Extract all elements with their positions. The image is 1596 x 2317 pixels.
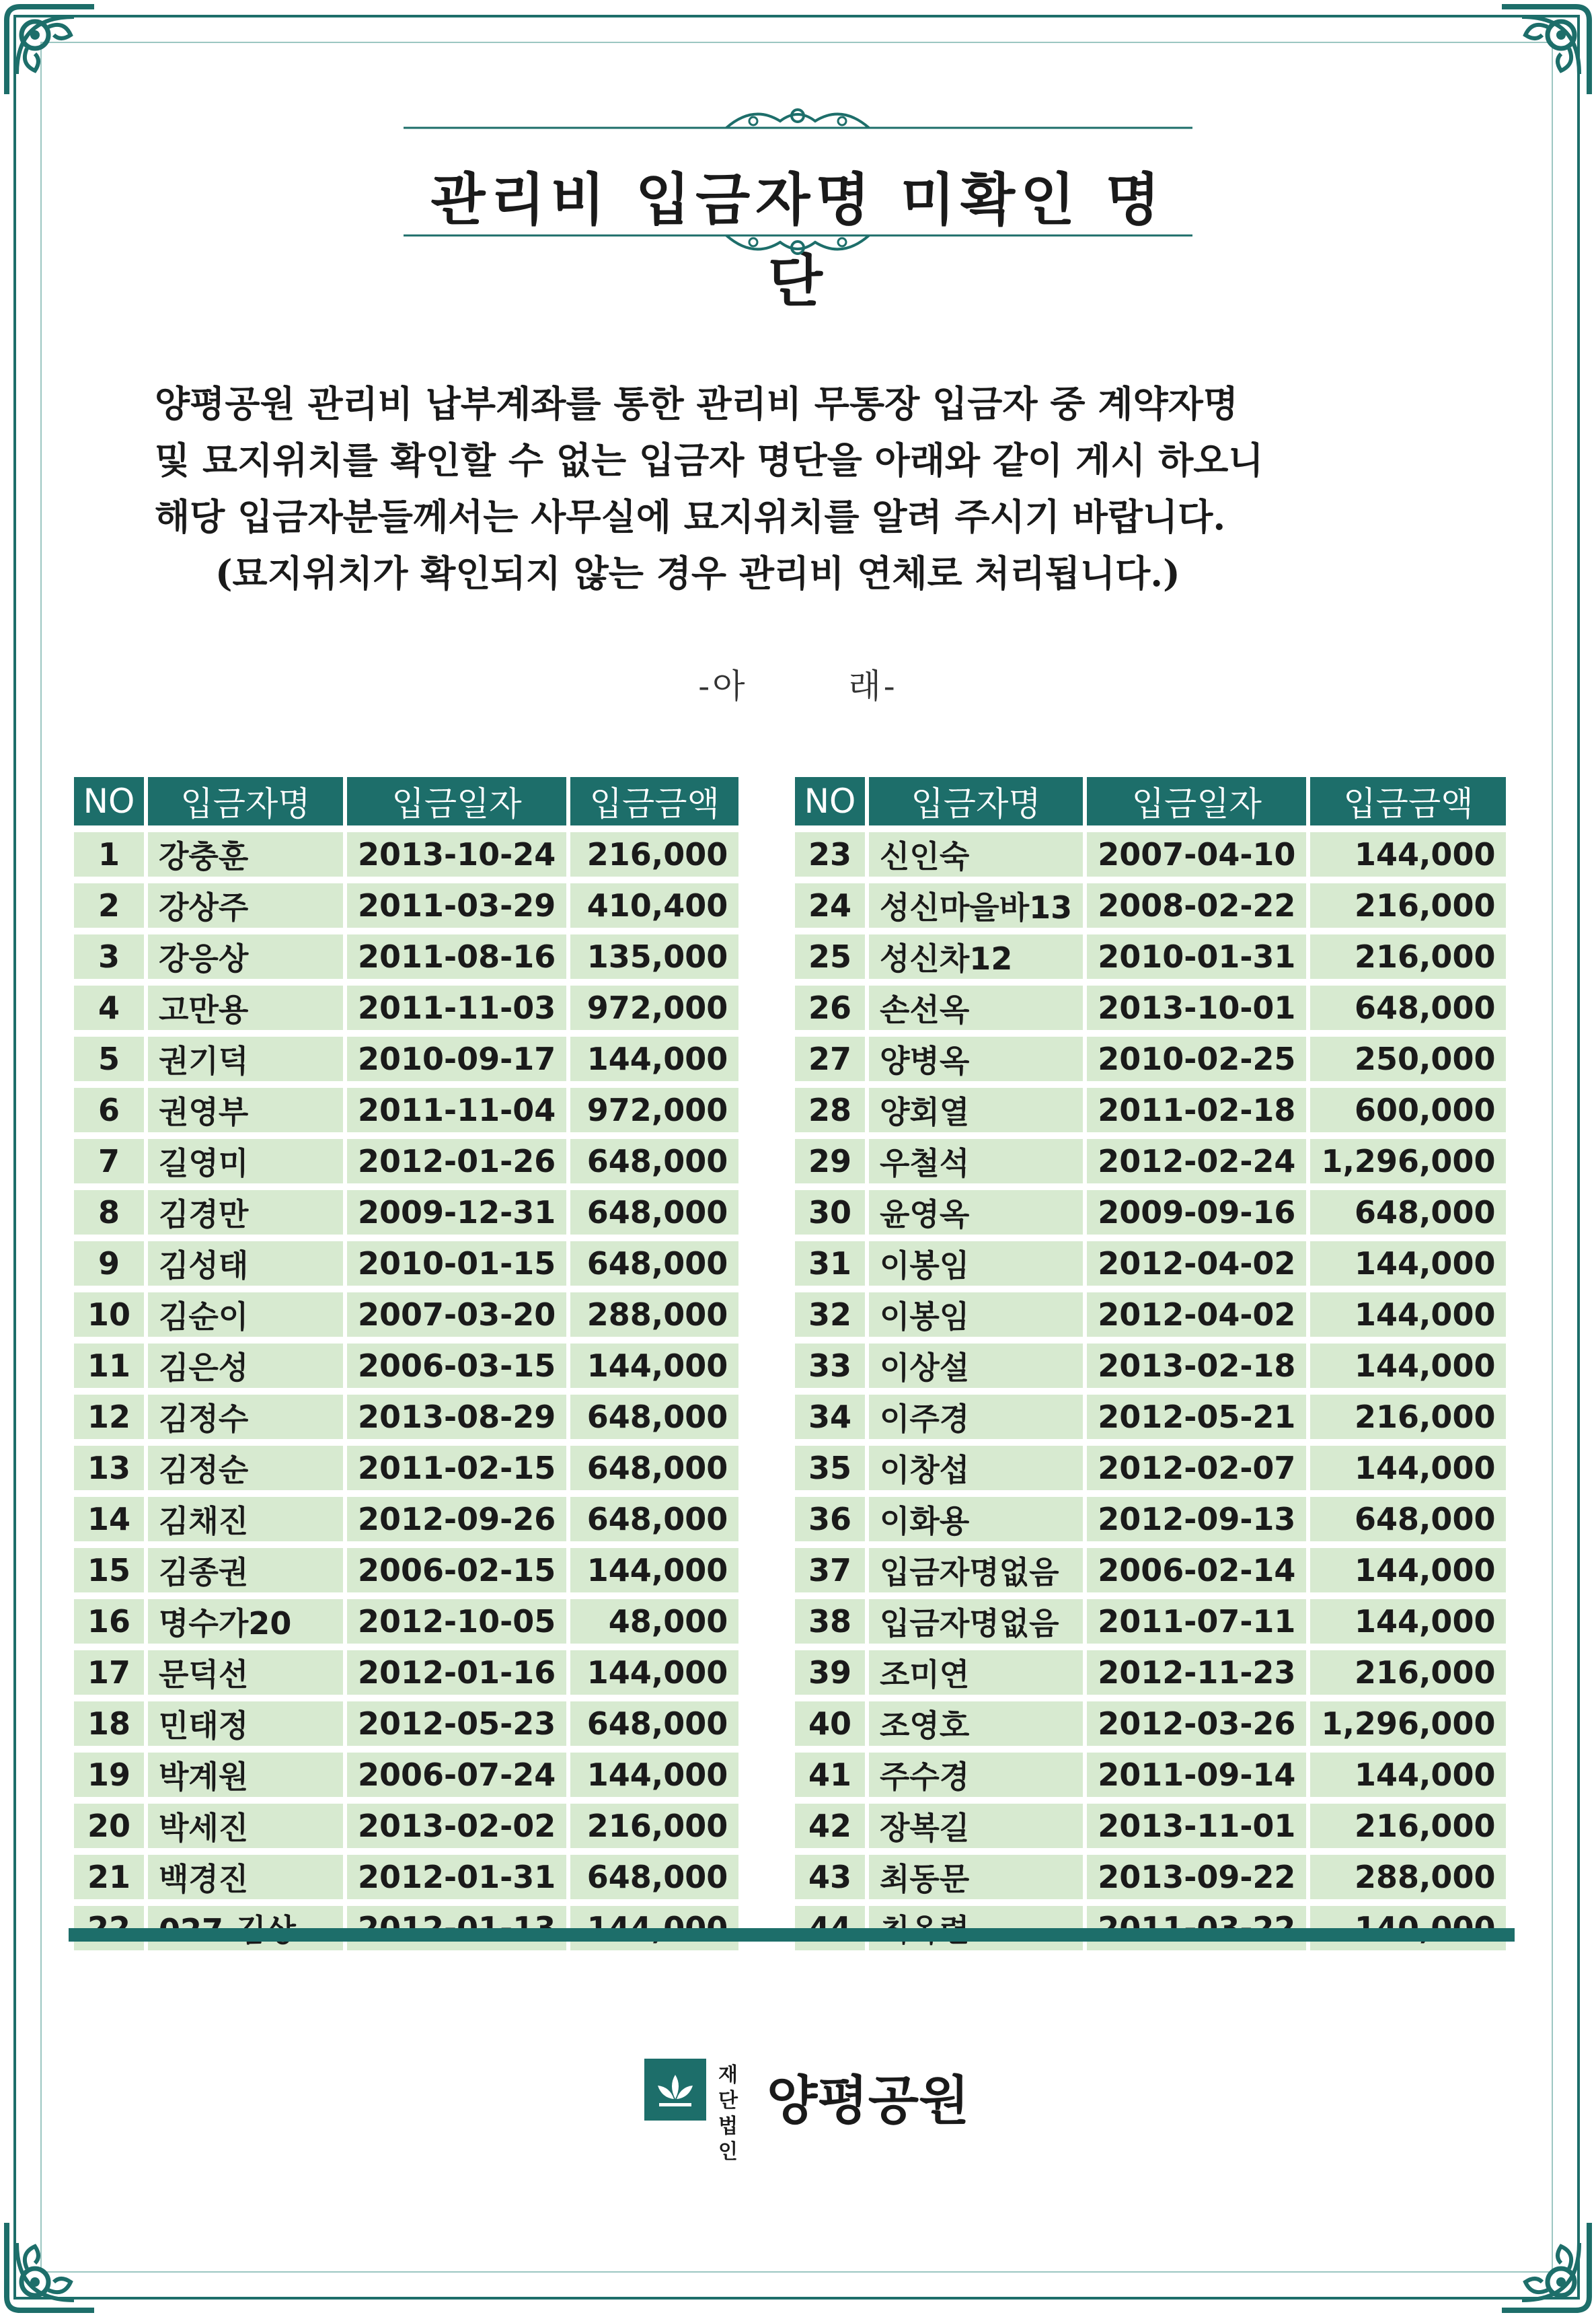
- row-date: 2010-01-31: [1087, 934, 1306, 979]
- row-date: 2013-11-01: [1087, 1804, 1306, 1848]
- row-name: 문덕선: [148, 1650, 343, 1695]
- table-row: [74, 1088, 738, 1132]
- row-date: 2012-01-16: [347, 1650, 566, 1695]
- intro-line: 양평공원 관리비 납부계좌를 통한 관리비 무통장 입금자 중 계약자명: [155, 382, 1238, 425]
- row-date: 2013-08-29: [347, 1395, 566, 1439]
- row-date: 2006-02-15: [347, 1548, 566, 1592]
- row-no: 43: [795, 1855, 865, 1899]
- row-name: 우철석: [869, 1139, 1083, 1183]
- row-name: 조영호: [869, 1701, 1083, 1746]
- row-no: 39: [795, 1650, 865, 1695]
- logo-small-text: [718, 2063, 738, 2165]
- row-name: 최동문: [869, 1855, 1083, 1899]
- row-date: 2013-02-18: [1087, 1344, 1306, 1388]
- row-name: 양회열: [869, 1088, 1083, 1132]
- row-no: 29: [795, 1139, 865, 1183]
- table-row: [74, 1497, 738, 1541]
- row-amount: 648,000: [570, 1139, 738, 1183]
- row-name: 김순이: [148, 1292, 343, 1337]
- row-date: 2011-02-15: [347, 1446, 566, 1490]
- intro-paragraph: [155, 375, 1433, 601]
- row-date: 2012-02-24: [1087, 1139, 1306, 1183]
- column-header-amount: 입금금액: [1310, 777, 1506, 825]
- row-name: 고만용: [148, 986, 343, 1030]
- column-header-name: 입금자명: [869, 777, 1083, 825]
- row-amount: 144,000: [570, 1650, 738, 1695]
- row-name: 양병옥: [869, 1037, 1083, 1081]
- row-date: 2012-09-26: [347, 1497, 566, 1541]
- row-name: 권영부: [148, 1088, 343, 1132]
- row-no: 3: [74, 934, 144, 979]
- row-date: 2011-03-29: [347, 883, 566, 928]
- row-name: 강응상: [148, 934, 343, 979]
- row-name: 손선옥: [869, 986, 1083, 1030]
- row-date: 2009-12-31: [347, 1190, 566, 1235]
- table-row: [74, 832, 738, 877]
- payer-table-right: [791, 770, 1510, 1957]
- row-date: 2007-04-10: [1087, 832, 1306, 877]
- row-amount: 144,000: [570, 1344, 738, 1388]
- row-date: 2012-09-13: [1087, 1497, 1306, 1541]
- row-date: 2011-11-04: [347, 1088, 566, 1132]
- row-date: 2012-03-26: [1087, 1701, 1306, 1746]
- row-amount: 648,000: [570, 1446, 738, 1490]
- row-date: 2013-10-24: [347, 832, 566, 877]
- row-amount: 144,000: [1310, 1241, 1506, 1286]
- row-date: 2012-04-02: [1087, 1241, 1306, 1286]
- row-no: 21: [74, 1855, 144, 1899]
- row-date: 2006-07-24: [347, 1753, 566, 1797]
- row-name: 민태정: [148, 1701, 343, 1746]
- row-date: 2006-03-15: [347, 1344, 566, 1388]
- row-date: 2012-01-31: [347, 1855, 566, 1899]
- row-no: 23: [795, 832, 865, 877]
- section-marker-right: 래-: [848, 667, 898, 706]
- row-no: 13: [74, 1446, 144, 1490]
- row-name: 성신차12: [869, 934, 1083, 979]
- row-name: 길영미: [148, 1139, 343, 1183]
- row-name: 장복길: [869, 1804, 1083, 1848]
- row-name: 입금자명없음: [869, 1599, 1083, 1644]
- intro-note: (묘지위치가 확인되지 않는 경우 관리비 연체로 처리됩니다.): [215, 552, 1180, 595]
- table-row: [795, 1446, 1506, 1490]
- table-row: [795, 1088, 1506, 1132]
- row-name: 백경진: [148, 1855, 343, 1899]
- row-name: 이창섭: [869, 1446, 1083, 1490]
- row-name: 주수경: [869, 1753, 1083, 1797]
- logo-small-line: 재단: [718, 2063, 738, 2112]
- column-header-no: NO: [74, 777, 144, 825]
- row-name: 이상설: [869, 1344, 1083, 1388]
- title-ornament-top-icon: [404, 101, 1192, 141]
- table-row: [74, 1548, 738, 1592]
- row-date: 2008-02-22: [1087, 883, 1306, 928]
- table-row: [74, 1753, 738, 1797]
- row-amount: 648,000: [570, 1190, 738, 1235]
- column-header-amount: 입금금액: [570, 777, 738, 825]
- table-row: [74, 1292, 738, 1337]
- row-amount: 216,000: [1310, 1395, 1506, 1439]
- row-no: 20: [74, 1804, 144, 1848]
- table-row: [795, 1190, 1506, 1235]
- row-date: 2012-10-05: [347, 1599, 566, 1644]
- row-amount: 216,000: [1310, 1804, 1506, 1848]
- row-amount: 410,400: [570, 883, 738, 928]
- table-row: [795, 1855, 1506, 1899]
- row-no: 33: [795, 1344, 865, 1388]
- table-row: [795, 1650, 1506, 1695]
- table-row: [74, 1344, 738, 1388]
- row-name: 이봉임: [869, 1292, 1083, 1337]
- row-amount: 648,000: [570, 1241, 738, 1286]
- row-name: 이주경: [869, 1395, 1083, 1439]
- row-no: 31: [795, 1241, 865, 1286]
- table-row: [74, 1139, 738, 1183]
- table-row: [795, 1599, 1506, 1644]
- row-no: 18: [74, 1701, 144, 1746]
- table-row: [795, 1139, 1506, 1183]
- table-row: [795, 1548, 1506, 1592]
- row-amount: 648,000: [570, 1395, 738, 1439]
- row-no: 6: [74, 1088, 144, 1132]
- row-no: 41: [795, 1753, 865, 1797]
- row-date: 2012-05-23: [347, 1701, 566, 1746]
- table-row: [74, 1190, 738, 1235]
- row-no: 34: [795, 1395, 865, 1439]
- table-row: [795, 1497, 1506, 1541]
- row-no: 37: [795, 1548, 865, 1592]
- row-no: 35: [795, 1446, 865, 1490]
- table-row: [795, 1241, 1506, 1286]
- table-row: [74, 883, 738, 928]
- row-no: 1: [74, 832, 144, 877]
- row-no: 10: [74, 1292, 144, 1337]
- row-date: 2007-03-20: [347, 1292, 566, 1337]
- table-row: [74, 1037, 738, 1081]
- row-date: 2006-02-14: [1087, 1548, 1306, 1592]
- row-no: 27: [795, 1037, 865, 1081]
- row-amount: 48,000: [570, 1599, 738, 1644]
- row-no: 7: [74, 1139, 144, 1183]
- table-header-row: [795, 777, 1506, 825]
- row-date: 2011-08-16: [347, 934, 566, 979]
- row-amount: 1,296,000: [1310, 1701, 1506, 1746]
- corner-ornament-icon: [0, 0, 101, 101]
- row-name: 이봉임: [869, 1241, 1083, 1286]
- row-no: 26: [795, 986, 865, 1030]
- row-name: 김정순: [148, 1446, 343, 1490]
- row-amount: 144,000: [1310, 1292, 1506, 1337]
- row-name: 권기덕: [148, 1037, 343, 1081]
- row-amount: 144,000: [1310, 1548, 1506, 1592]
- row-amount: 135,000: [570, 934, 738, 979]
- row-amount: 648,000: [1310, 1190, 1506, 1235]
- column-header-date: 입금일자: [347, 777, 566, 825]
- table-row: [74, 986, 738, 1030]
- corner-ornament-icon: [1495, 0, 1596, 101]
- row-no: 9: [74, 1241, 144, 1286]
- row-no: 25: [795, 934, 865, 979]
- row-no: 42: [795, 1804, 865, 1848]
- row-no: 5: [74, 1037, 144, 1081]
- row-no: 19: [74, 1753, 144, 1797]
- intro-line: 해당 입금자분들께서는 사무실에 묘지위치를 알려 주시기 바랍니다.: [155, 495, 1226, 538]
- row-name: 김종권: [148, 1548, 343, 1592]
- row-date: 2011-09-14: [1087, 1753, 1306, 1797]
- row-no: 40: [795, 1701, 865, 1746]
- table-row: [795, 832, 1506, 877]
- row-amount: 216,000: [1310, 934, 1506, 979]
- table-row: [74, 1701, 738, 1746]
- row-no: 11: [74, 1344, 144, 1388]
- table-row: [795, 1753, 1506, 1797]
- row-date: 2011-07-11: [1087, 1599, 1306, 1644]
- row-no: 2: [74, 883, 144, 928]
- title-block: [404, 101, 1192, 314]
- section-marker: [0, 659, 1596, 708]
- table-row: [795, 1292, 1506, 1337]
- row-date: 2011-02-18: [1087, 1088, 1306, 1132]
- row-amount: 216,000: [1310, 1650, 1506, 1695]
- table-row: [74, 1855, 738, 1899]
- row-date: 2010-09-17: [347, 1037, 566, 1081]
- row-amount: 648,000: [570, 1701, 738, 1746]
- row-no: 4: [74, 986, 144, 1030]
- row-no: 38: [795, 1599, 865, 1644]
- row-amount: 1,296,000: [1310, 1139, 1506, 1183]
- row-no: 8: [74, 1190, 144, 1235]
- row-amount: 144,000: [570, 1753, 738, 1797]
- table-row: [74, 1650, 738, 1695]
- row-amount: 648,000: [570, 1855, 738, 1899]
- row-amount: 144,000: [570, 1037, 738, 1081]
- row-date: 2013-09-22: [1087, 1855, 1306, 1899]
- table-row: [74, 1446, 738, 1490]
- table-row: [74, 1804, 738, 1848]
- row-amount: 600,000: [1310, 1088, 1506, 1132]
- row-amount: 288,000: [1310, 1855, 1506, 1899]
- row-no: 15: [74, 1548, 144, 1592]
- table-row: [795, 1344, 1506, 1388]
- row-date: 2013-10-01: [1087, 986, 1306, 1030]
- row-amount: 288,000: [570, 1292, 738, 1337]
- logo-small-line: 법인: [718, 2114, 738, 2164]
- row-no: 30: [795, 1190, 865, 1235]
- row-amount: 972,000: [570, 1088, 738, 1132]
- table-row: [795, 883, 1506, 928]
- row-date: 2010-01-15: [347, 1241, 566, 1286]
- logo-name: 양평공원: [767, 2071, 970, 2131]
- row-name: 김경만: [148, 1190, 343, 1235]
- row-name: 김정수: [148, 1395, 343, 1439]
- row-name: 강상주: [148, 883, 343, 928]
- row-amount: 144,000: [1310, 1446, 1506, 1490]
- row-name: 김성태: [148, 1241, 343, 1286]
- row-amount: 144,000: [1310, 1344, 1506, 1388]
- table-row: [795, 1804, 1506, 1848]
- row-amount: 648,000: [1310, 1497, 1506, 1541]
- row-amount: 144,000: [1310, 1599, 1506, 1644]
- table-row: [795, 1037, 1506, 1081]
- row-date: 2012-05-21: [1087, 1395, 1306, 1439]
- row-name: 신인숙: [869, 832, 1083, 877]
- column-header-name: 입금자명: [148, 777, 343, 825]
- payer-table-left: [70, 770, 743, 1957]
- row-amount: 144,000: [570, 1548, 738, 1592]
- row-no: 28: [795, 1088, 865, 1132]
- table-row: [795, 1395, 1506, 1439]
- lotus-icon: [644, 2059, 706, 2121]
- row-date: 2013-02-02: [347, 1804, 566, 1848]
- column-header-no: NO: [795, 777, 865, 825]
- row-amount: 144,000: [1310, 1753, 1506, 1797]
- row-name: 박세진: [148, 1804, 343, 1848]
- row-name: 김채진: [148, 1497, 343, 1541]
- row-amount: 216,000: [570, 832, 738, 877]
- table-row: [795, 986, 1506, 1030]
- row-name: 강충훈: [148, 832, 343, 877]
- row-name: 입금자명없음: [869, 1548, 1083, 1592]
- row-no: 36: [795, 1497, 865, 1541]
- row-name: 명수가20: [148, 1599, 343, 1644]
- row-no: 16: [74, 1599, 144, 1644]
- row-date: 2012-02-07: [1087, 1446, 1306, 1490]
- corner-ornament-icon: [1495, 2216, 1596, 2317]
- row-date: 2009-09-16: [1087, 1190, 1306, 1235]
- row-date: 2012-04-02: [1087, 1292, 1306, 1337]
- table-row: [795, 1701, 1506, 1746]
- section-marker-left: -아: [698, 667, 748, 706]
- row-no: 12: [74, 1395, 144, 1439]
- row-amount: 250,000: [1310, 1037, 1506, 1081]
- table-row: [74, 934, 738, 979]
- table-row: [74, 1599, 738, 1644]
- table-bottom-rule: [69, 1928, 1515, 1942]
- row-amount: 216,000: [1310, 883, 1506, 928]
- row-name: 이화용: [869, 1497, 1083, 1541]
- row-amount: 144,000: [1310, 832, 1506, 877]
- row-date: 2011-11-03: [347, 986, 566, 1030]
- row-name: 윤영옥: [869, 1190, 1083, 1235]
- intro-line: 및 묘지위치를 확인할 수 없는 입금자 명단을 아래와 같이 게시 하오니: [155, 439, 1264, 482]
- row-name: 김은성: [148, 1344, 343, 1388]
- table-row: [74, 1241, 738, 1286]
- table-row: [74, 1395, 738, 1439]
- row-date: 2012-11-23: [1087, 1650, 1306, 1695]
- row-no: 32: [795, 1292, 865, 1337]
- page-title: 관리비 입금자명 미확인 명단: [430, 166, 1166, 314]
- row-name: 성신마을바13: [869, 883, 1083, 928]
- row-no: 17: [74, 1650, 144, 1695]
- row-no: 14: [74, 1497, 144, 1541]
- row-amount: 216,000: [570, 1804, 738, 1848]
- column-header-date: 입금일자: [1087, 777, 1306, 825]
- row-amount: 648,000: [570, 1497, 738, 1541]
- row-amount: 648,000: [1310, 986, 1506, 1030]
- row-name: 조미연: [869, 1650, 1083, 1695]
- table-header-row: [74, 777, 738, 825]
- title-ornament-bottom-icon: [404, 222, 1192, 262]
- row-no: 24: [795, 883, 865, 928]
- row-amount: 972,000: [570, 986, 738, 1030]
- row-date: 2010-02-25: [1087, 1037, 1306, 1081]
- row-name: 박계원: [148, 1753, 343, 1797]
- row-date: 2012-01-26: [347, 1139, 566, 1183]
- corner-ornament-icon: [0, 2216, 101, 2317]
- table-row: [795, 934, 1506, 979]
